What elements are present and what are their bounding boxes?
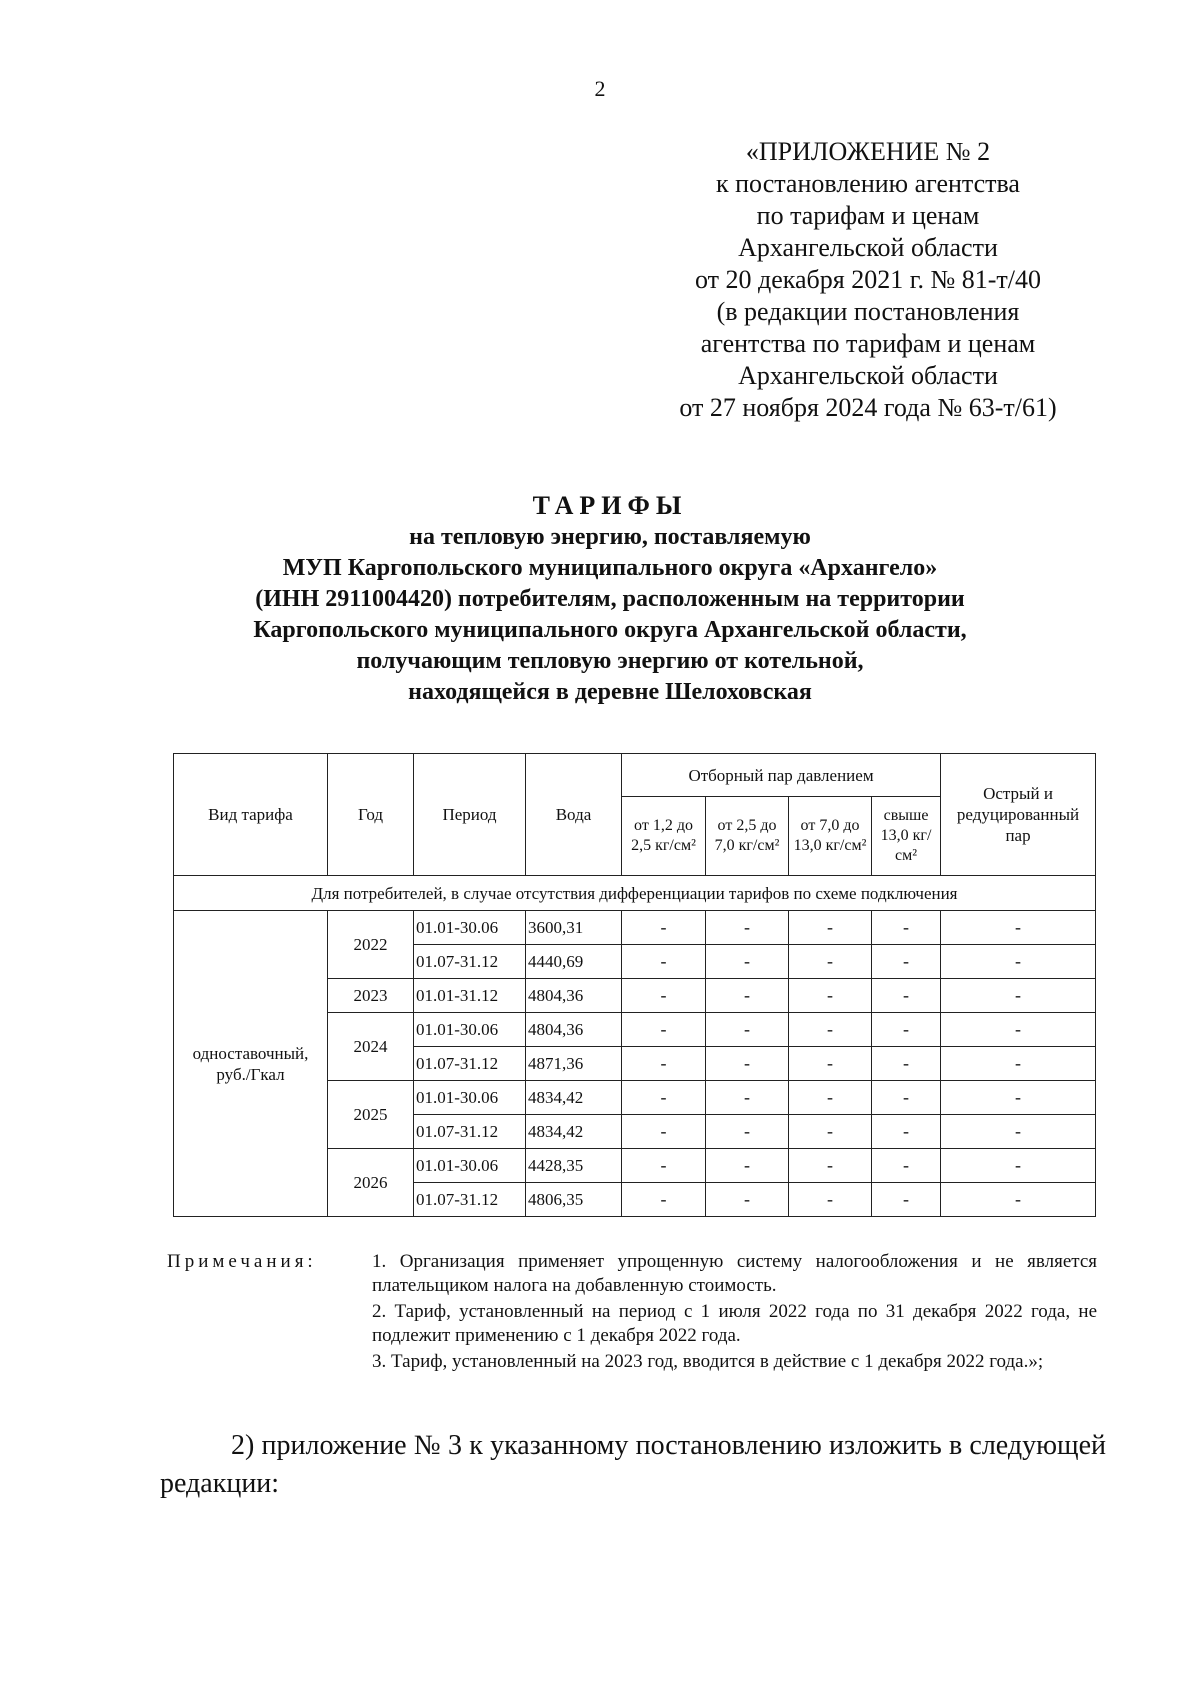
cell-steam-1: - (622, 979, 706, 1013)
header-water: Вода (526, 754, 622, 876)
notes-label: Примечания: (167, 1251, 317, 1272)
cell-period: 01.01-30.06 (414, 1149, 526, 1183)
note-item: 1. Организация применяет упрощенную систему налогообложения и не является плательщиком налога на добавленную стоимость. (372, 1251, 1097, 1296)
header-steam-group: Отборный пар давлением (622, 754, 941, 797)
cell-steam-2: - (706, 911, 789, 945)
cell-steam-3: - (789, 1115, 872, 1149)
cell-steam-4: - (872, 1047, 941, 1081)
cell-steam-3: - (789, 979, 872, 1013)
cell-sharp-steam: - (941, 979, 1096, 1013)
cell-sharp-steam: - (941, 1149, 1096, 1183)
cell-steam-4: - (872, 911, 941, 945)
cell-steam-2: - (706, 1081, 789, 1115)
cell-steam-2: - (706, 1047, 789, 1081)
appendix-line: агентства по тарифам и ценам (700, 329, 1036, 358)
title-line: на тепловую энергию, поставляемую (409, 524, 811, 550)
table-row (174, 911, 1096, 945)
appendix-line: от 27 ноября 2024 года № 63-т/61) (679, 393, 1057, 422)
cell-steam-4: - (872, 1183, 941, 1217)
cell-year: 2024 (328, 1013, 414, 1081)
cell-steam-4: - (872, 1115, 941, 1149)
header-steam-2: от 2,5 до 7,0 кг/см² (706, 797, 789, 876)
cell-period: 01.01-30.06 (414, 1081, 526, 1115)
cell-steam-1: - (622, 911, 706, 945)
title-line: (ИНН 2911004420) потребителям, расположенным на территории (255, 586, 965, 612)
cell-sharp-steam: - (941, 1183, 1096, 1217)
cell-steam-1: - (622, 1047, 706, 1081)
cell-water: 4834,42 (526, 1115, 622, 1149)
cell-steam-2: - (706, 1183, 789, 1217)
cell-period: 01.07-31.12 (414, 1183, 526, 1217)
cell-period: 01.01-30.06 (414, 1013, 526, 1047)
appendix-line: к постановлению агентства (716, 169, 1020, 198)
cell-steam-1: - (622, 1149, 706, 1183)
cell-steam-4: - (872, 979, 941, 1013)
cell-sharp-steam: - (941, 1115, 1096, 1149)
title-line: получающим тепловую энергию от котельной, (356, 648, 864, 674)
title-main: ТАРИФЫ (532, 491, 688, 520)
page-number: 2 (594, 76, 606, 101)
cell-steam-2: - (706, 945, 789, 979)
cell-steam-1: - (622, 945, 706, 979)
cell-steam-4: - (872, 1081, 941, 1115)
header-kind: Вид тарифа (174, 754, 328, 876)
cell-water: 4871,36 (526, 1047, 622, 1081)
cell-period: 01.01-31.12 (414, 979, 526, 1013)
cell-steam-3: - (789, 1183, 872, 1217)
appendix-line: «ПРИЛОЖЕНИЕ № 2 (745, 137, 991, 166)
cell-steam-2: - (706, 1149, 789, 1183)
cell-steam-2: - (706, 1115, 789, 1149)
appendix-line: от 20 декабря 2021 г. № 81-т/40 (694, 265, 1042, 294)
cell-water: 3600,31 (526, 911, 622, 945)
cell-steam-3: - (789, 1047, 872, 1081)
cell-steam-1: - (622, 1115, 706, 1149)
cell-water: 4804,36 (526, 979, 622, 1013)
appendix-line: Архангельской области (738, 361, 998, 390)
cell-steam-2: - (706, 1013, 789, 1047)
cell-steam-3: - (789, 1013, 872, 1047)
note-item: 3. Тариф, установленный на 2023 год, вводится в действие с 1 декабря 2022 года.»; (372, 1351, 1044, 1372)
cell-steam-3: - (789, 1149, 872, 1183)
cell-steam-3: - (789, 911, 872, 945)
cell-steam-3: - (789, 1081, 872, 1115)
header-sharp-steam: Острый и редуцированный пар (941, 754, 1096, 876)
header-steam-3: от 7,0 до 13,0 кг/см² (789, 797, 872, 876)
cell-water: 4806,35 (526, 1183, 622, 1217)
cell-steam-1: - (622, 1013, 706, 1047)
cell-water: 4804,36 (526, 1013, 622, 1047)
header-period: Период (414, 754, 526, 876)
header-steam-1: от 1,2 до 2,5 кг/см² (622, 797, 706, 876)
cell-sharp-steam: - (941, 1047, 1096, 1081)
body-paragraph: 2) приложение № 3 к указанному постановлению изложить в следующей редакции: (160, 1430, 1106, 1499)
notes-list (372, 1250, 1097, 1376)
cell-year: 2023 (328, 979, 414, 1013)
cell-sharp-steam: - (941, 1013, 1096, 1047)
title-line: находящейся в деревне Шелоховская (408, 679, 812, 705)
cell-steam-1: - (622, 1081, 706, 1115)
document-title (150, 490, 1070, 708)
header-year: Год (328, 754, 414, 876)
cell-steam-1: - (622, 1183, 706, 1217)
cell-year: 2022 (328, 911, 414, 979)
section-row: Для потребителей, в случае отсутствия дифференциации тарифов по схеме подключения (174, 876, 1096, 911)
appendix-line: Архангельской области (738, 233, 998, 262)
cell-steam-2: - (706, 979, 789, 1013)
appendix-line: по тарифам и ценам (756, 201, 980, 230)
title-line: МУП Каргопольского муниципального округа «Архангело» (282, 555, 938, 581)
cell-sharp-steam: - (941, 1081, 1096, 1115)
cell-steam-4: - (872, 1149, 941, 1183)
cell-steam-3: - (789, 945, 872, 979)
cell-sharp-steam: - (941, 945, 1096, 979)
cell-water: 4428,35 (526, 1149, 622, 1183)
header-steam-4: свыше 13,0 кг/см² (872, 797, 941, 876)
cell-sharp-steam: - (941, 911, 1096, 945)
tariff-table (173, 753, 1096, 1217)
cell-period: 01.07-31.12 (414, 1047, 526, 1081)
appendix-line: (в редакции постановления (716, 297, 1020, 326)
cell-period: 01.01-30.06 (414, 911, 526, 945)
note-item: 2. Тариф, установленный на период с 1 июля 2022 года по 31 декабря 2022 года, не подлежит применению с 1 декабря 2022 года. (372, 1301, 1097, 1346)
appendix-heading (600, 136, 1136, 424)
cell-steam-4: - (872, 1013, 941, 1047)
cell-water: 4834,42 (526, 1081, 622, 1115)
cell-water: 4440,69 (526, 945, 622, 979)
cell-year: 2026 (328, 1149, 414, 1217)
title-line: Каргопольского муниципального округа Архангельской области, (253, 617, 967, 643)
cell-steam-4: - (872, 945, 941, 979)
cell-period: 01.07-31.12 (414, 945, 526, 979)
cell-period: 01.07-31.12 (414, 1115, 526, 1149)
cell-year: 2025 (328, 1081, 414, 1149)
cell-tariff-kind: одноставочный, руб./Гкал (174, 911, 328, 1217)
